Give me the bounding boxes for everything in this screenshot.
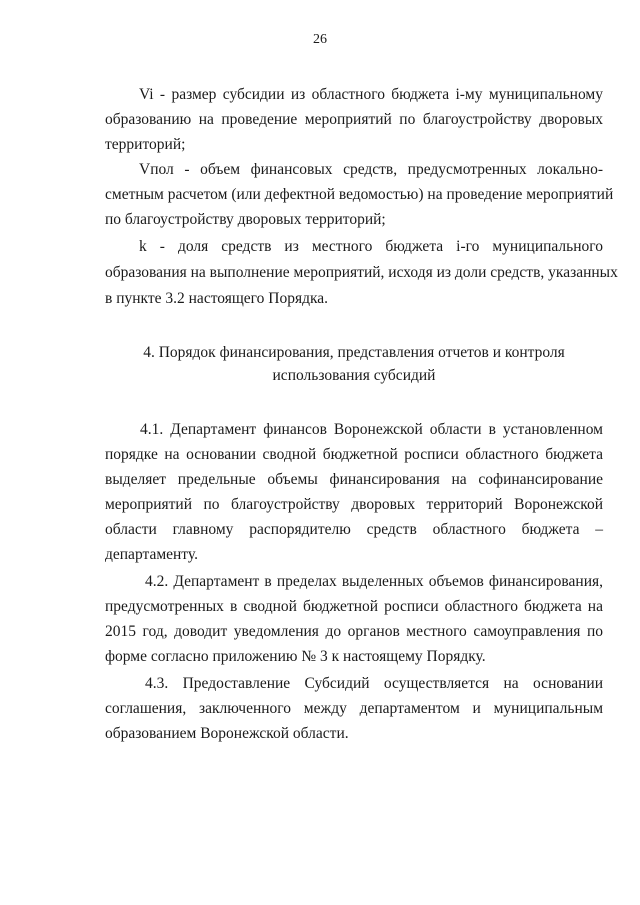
text-line: в пункте 3.2 настоящего Порядка. — [105, 290, 329, 307]
text-line: соглашения, заключенного между департаментом и муниципальным — [105, 700, 603, 717]
page-number: 26 — [313, 32, 327, 47]
text-line: 4.3. Предоставление Субсидий осуществляется на основании — [145, 675, 603, 692]
heading-line: использования субсидий — [272, 367, 436, 384]
text-line: территорий; — [105, 136, 186, 153]
text-line: области главному распорядителю средств областного бюджета – — [105, 521, 603, 538]
text-line: 4.1. Департамент финансов Воронежской области в установленном — [140, 421, 603, 438]
text-line: Vi - размер субсидии из областного бюджета i-му муниципальному — [139, 86, 603, 103]
text-line: выделяет предельные объемы финансирования на софинансирование — [105, 471, 603, 488]
text-line: k - доля средств из местного бюджета i-го муниципального — [139, 238, 603, 255]
text-line: предусмотренных в сводной бюджетной росписи областного бюджета на — [105, 598, 603, 615]
text-line: порядке на основании сводной бюджетной росписи областного бюджета — [105, 446, 603, 463]
text-line: 4.2. Департамент в пределах выделенных объемов финансирования, — [145, 573, 603, 590]
text-line: образованием Воронежской области. — [105, 725, 349, 742]
text-line: образования на выполнение мероприятий, исходя из доли средств, указанных — [105, 264, 618, 281]
text-line: образованию на проведение мероприятий по благоустройству дворовых — [105, 111, 603, 128]
heading-line: 4. Порядок финансирования, представления отчетов и контроля — [143, 344, 565, 361]
text-line: 2015 год, доводит уведомления до органов местного самоуправления по — [105, 623, 603, 640]
text-line: департаменту. — [105, 546, 198, 563]
text-line: по благоустройству дворовых территорий; — [105, 211, 386, 228]
text-line: Vпол - объем финансовых средств, предусмотренных локально- — [139, 161, 603, 178]
text-line: мероприятий по благоустройству дворовых территорий Воронежской — [105, 496, 603, 513]
text-line: сметным расчетом (или дефектной ведомостью) на проведение мероприятий — [105, 186, 614, 203]
text-line: форме согласно приложению № 3 к настоящему Порядку. — [105, 648, 486, 665]
